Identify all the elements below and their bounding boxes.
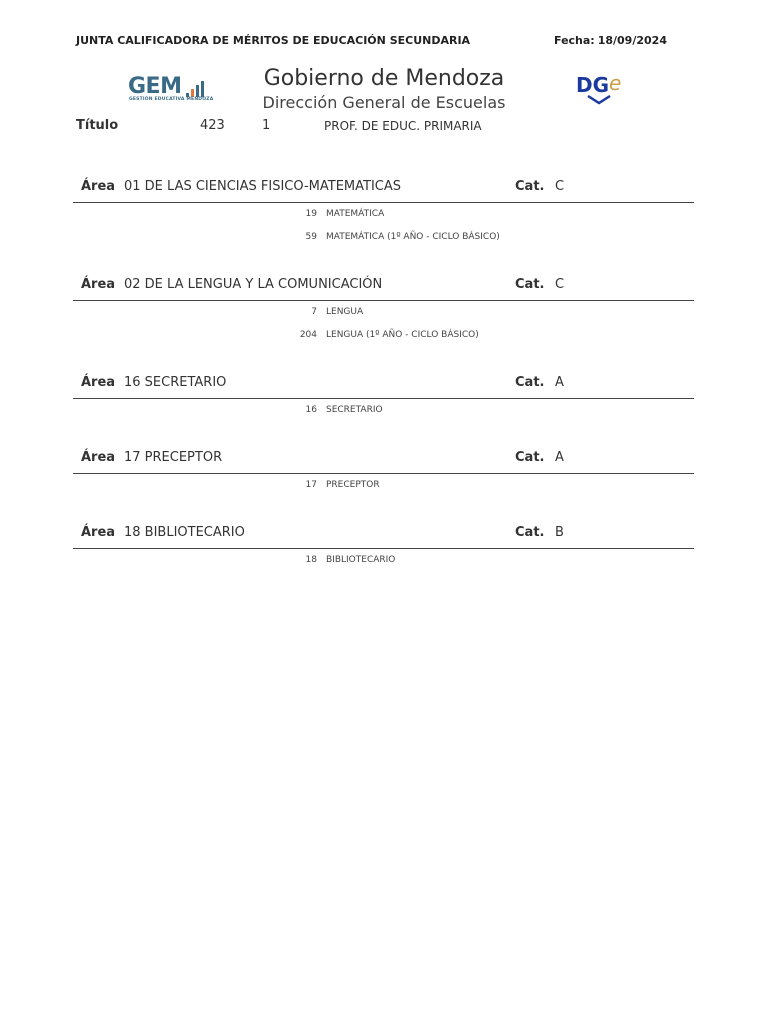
area-header (73, 445, 694, 474)
area-section (73, 520, 694, 572)
cat-value: A (555, 450, 564, 465)
subject-row (73, 301, 694, 324)
report-date (554, 34, 667, 47)
area-name: 18 BIBLIOTECARIO (124, 525, 245, 540)
cat-label: Cat. (515, 525, 545, 540)
subject-name: PRECEPTOR (326, 480, 380, 490)
area-header (73, 272, 694, 301)
subject-name: SECRETARIO (326, 405, 383, 415)
cat-label: Cat. (515, 179, 545, 194)
area-header (73, 174, 694, 203)
gem-logo-text: GEM (128, 74, 182, 99)
subject-row (73, 399, 694, 422)
subject-name: MATEMÁTICA (326, 209, 385, 219)
subject-row (73, 549, 694, 572)
titulo-label: Título (76, 118, 119, 133)
subject-name: MATEMÁTICA (1º AÑO - CICLO BÁSICO) (326, 231, 500, 242)
area-label: Área (81, 277, 116, 292)
cat-value: B (555, 525, 564, 540)
cat-value: A (555, 375, 564, 390)
area-section (73, 272, 694, 346)
subject-row (73, 203, 694, 226)
cat-value: C (555, 179, 565, 194)
titulo-row (76, 118, 696, 136)
subject-name: LENGUA (1º AÑO - CICLO BÁSICO) (326, 329, 479, 340)
area-section (73, 174, 694, 248)
area-name: 16 SECRETARIO (124, 375, 227, 390)
area-label: Área (81, 375, 116, 390)
date-value: 18/09/2024 (597, 34, 667, 47)
area-label: Área (81, 450, 116, 465)
area-name: 01 DE LAS CIENCIAS FISICO-MATEMATICAS (124, 179, 401, 194)
page-title: Gobierno de Mendoza (263, 66, 505, 91)
dge-logo-letters: DG (576, 73, 610, 97)
area-section (73, 445, 694, 497)
area-section (73, 370, 694, 422)
cat-label: Cat. (515, 450, 545, 465)
cat-label: Cat. (515, 277, 545, 292)
subject-code: 7 (311, 307, 317, 317)
subject-code: 19 (305, 209, 317, 219)
subject-row (73, 324, 694, 347)
subject-code: 18 (305, 555, 317, 565)
dge-logo-text (576, 72, 621, 97)
subject-code: 17 (305, 480, 317, 490)
subject-row (73, 474, 694, 497)
organization-name: JUNTA CALIFICADORA DE MÉRITOS DE EDUCACIÓN SECUNDARIA (76, 34, 471, 47)
area-label: Área (81, 179, 116, 194)
cat-value: C (555, 277, 565, 292)
area-label: Área (81, 525, 116, 540)
subject-code: 59 (305, 231, 317, 242)
subject-code: 16 (305, 405, 317, 415)
subject-row (73, 226, 694, 249)
subject-code: 204 (299, 329, 317, 340)
area-header (73, 520, 694, 549)
dge-logo-e: e (609, 72, 622, 95)
area-name: 02 DE LA LENGUA Y LA COMUNICACIÓN (124, 277, 383, 292)
subject-name: LENGUA (326, 307, 364, 317)
gem-logo-subtitle: GESTIÓN EDUCATIVA MENDOZA (129, 97, 214, 102)
cat-label: Cat. (515, 375, 545, 390)
book-icon (588, 96, 610, 103)
titulo-number: 1 (262, 118, 271, 133)
dge-logo (576, 72, 628, 106)
date-label: Fecha: (554, 34, 595, 47)
area-header (73, 370, 694, 399)
page-subtitle: Dirección General de Escuelas (262, 93, 506, 112)
area-name: 17 PRECEPTOR (124, 450, 223, 465)
titulo-name: PROF. DE EDUC. PRIMARIA (324, 119, 482, 133)
subject-name: BIBLIOTECARIO (326, 555, 396, 565)
titulo-code: 423 (200, 118, 225, 133)
